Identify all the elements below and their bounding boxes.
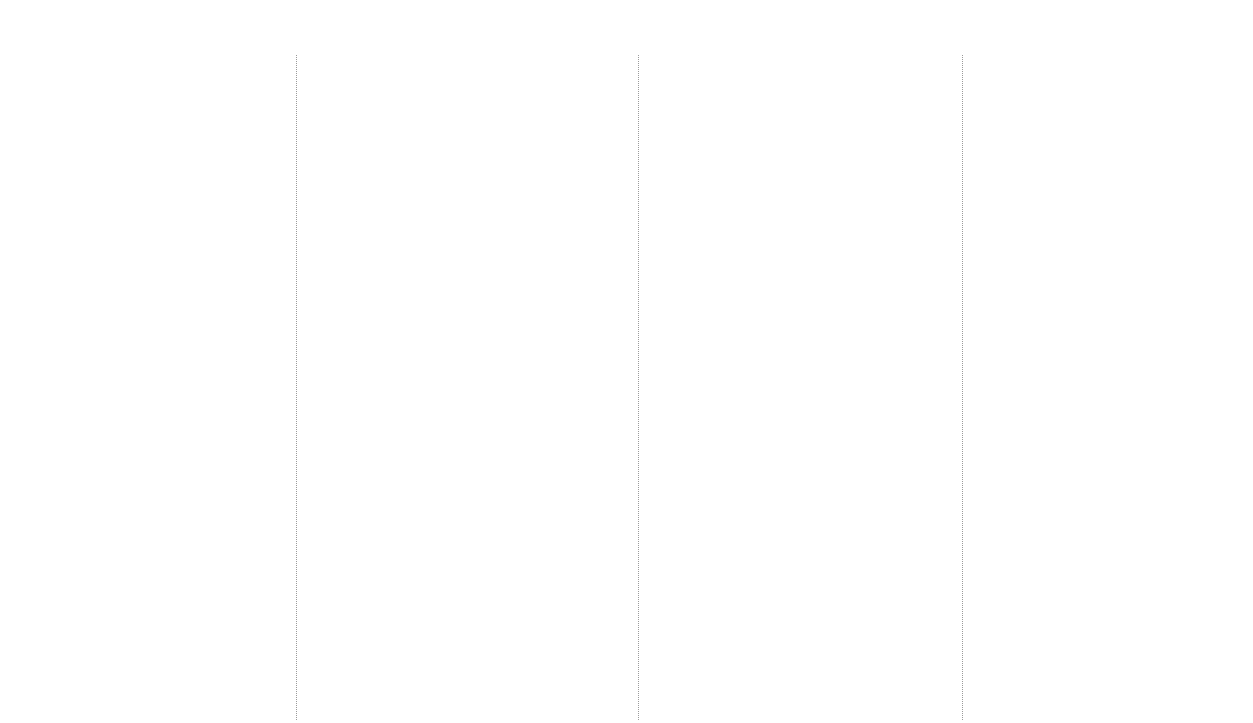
column-divider	[638, 55, 639, 720]
honoree-column-3	[652, 50, 944, 723]
column-divider	[296, 55, 297, 720]
column-divider	[962, 55, 963, 720]
honoree-column-2	[324, 50, 624, 723]
honoree-column-4	[978, 50, 1250, 723]
honoree-column-1	[2, 50, 282, 723]
